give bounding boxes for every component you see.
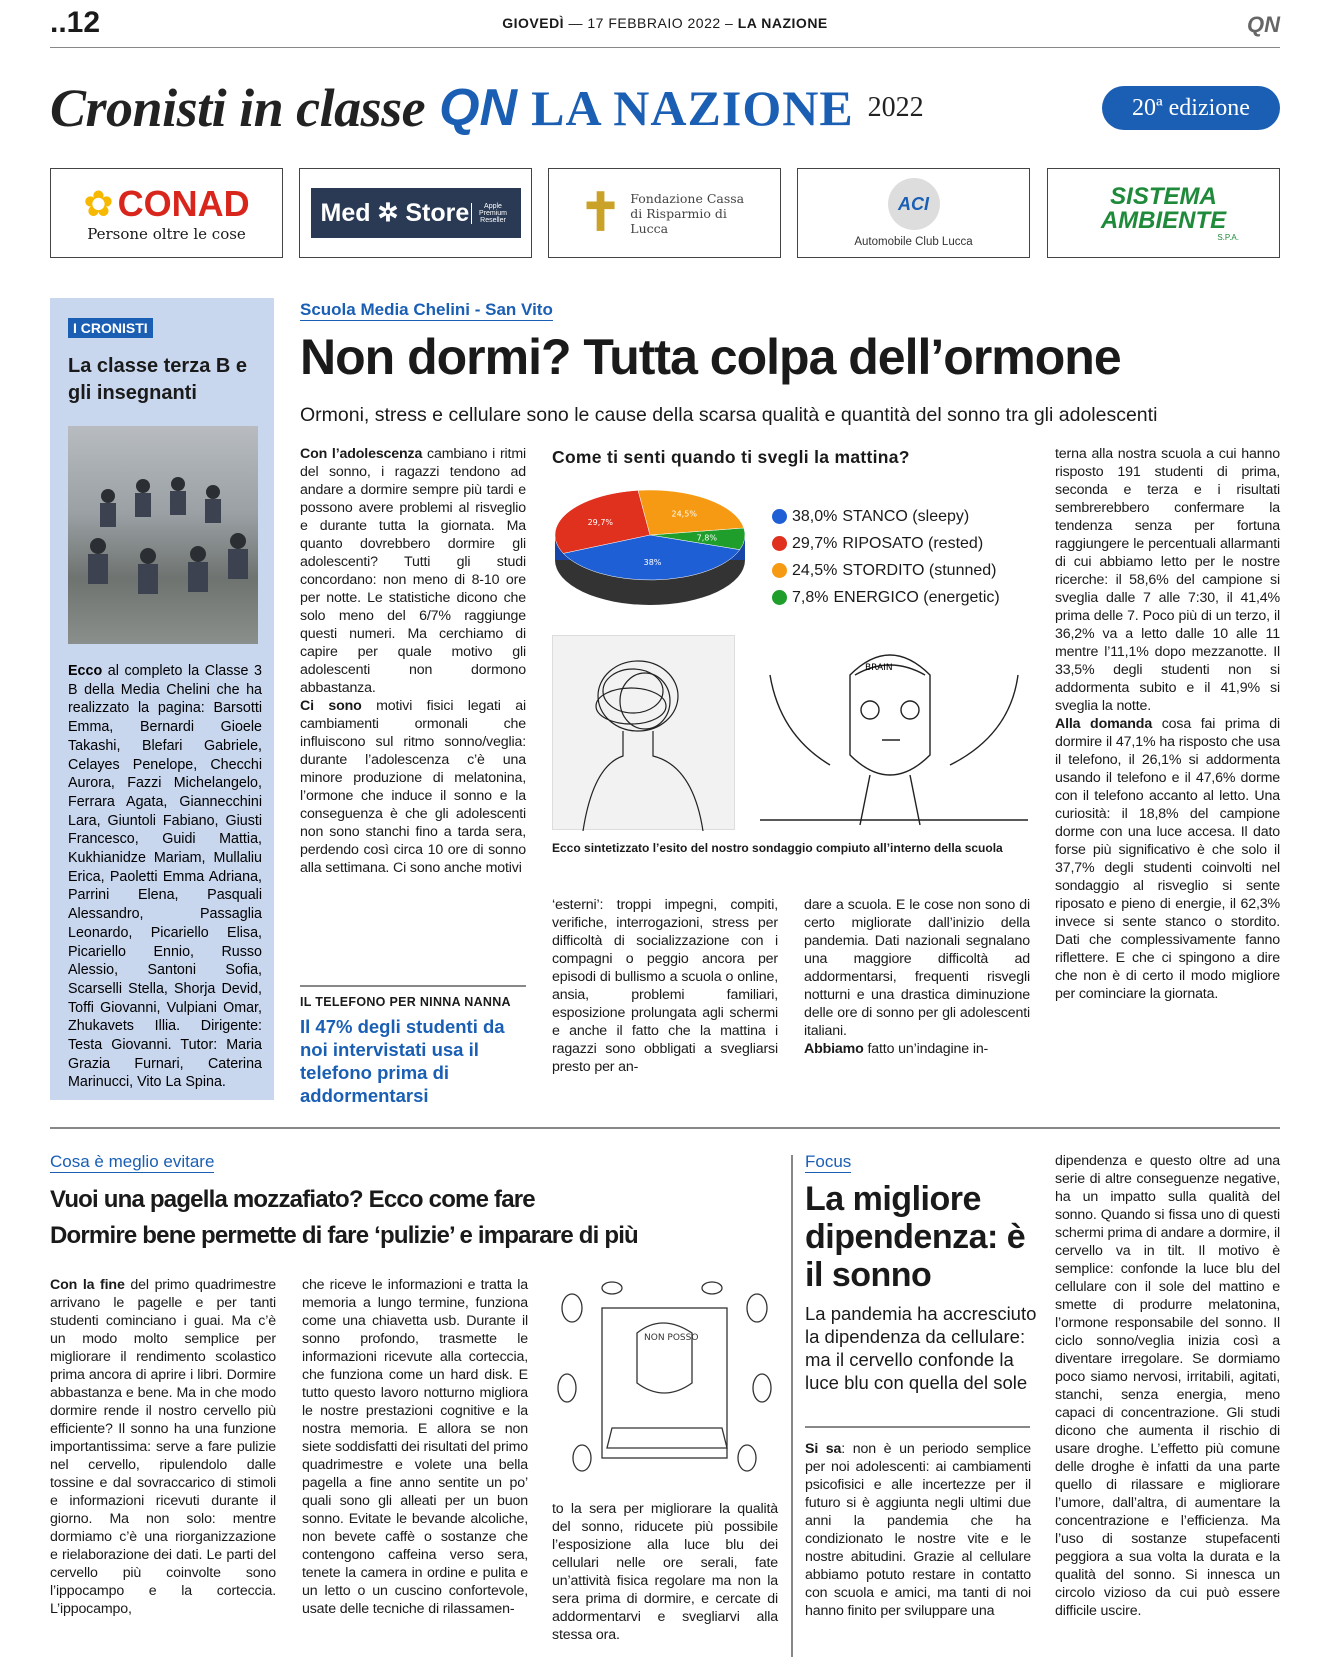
flower-icon: ✿ [83, 183, 114, 224]
sidebar-heading: La classe terza B e gli insegnanti [68, 355, 247, 404]
focus-column-1 [805, 1440, 1031, 1620]
class-photo-illustration [68, 426, 258, 644]
lead-in: Abbiamo [804, 1041, 864, 1057]
sponsor-fondazione [548, 168, 781, 258]
paragraph: fatto un’indagine in- [863, 1041, 989, 1057]
dateline-day: GIOVEDÌ [502, 15, 565, 31]
sponsor-aci [797, 168, 1030, 258]
masthead [50, 72, 1280, 144]
sponsor-tagline: Apple Premium Reseller [471, 203, 511, 224]
article-subhead: Ormoni, stress e cellulare sono le cause della scarsa qualità e quantità del sonno tra gli adolescenti [300, 404, 1158, 426]
dateline-date: 17 FEBBRAIO 2022 [587, 15, 721, 31]
article-headline: Non dormi? Tutta colpa dell’ormone [300, 329, 1121, 385]
divider [300, 985, 526, 987]
lead-in: Con l’adolescenza [300, 446, 423, 462]
sponsor-conad [50, 168, 283, 258]
slice-label: 38% [643, 557, 662, 567]
bottom-headline-2: Dormire bene permette di fare ‘pulizie’ e imparare di più [50, 1222, 638, 1249]
legend-label: STORDITO (stunned) [842, 562, 997, 579]
sidebar-body: al completo la Classe 3 B della Media Chelini che ha realizzato la pagina: Barsotti Emma, Bernardi Gioele Takashi, Blefari Gabriele, Celayes Penelope, Checchi Aurora, Fazzi Michelangelo, Ferrara Agata, Giannecchini Lara, Giuntoli Fabiano, Giusti Francesco, Guidi Mattia, Kukhianidze Mariam, Mullaliu Erica, Paoletti Emma Adriana, Parrini Elena, Pasquali Alessandro, Passaglia Leonardo, Picariello Elisa, Picariello Ennio, Russo Alessio, Santoni Sofia, Scarselli Stella, Shorja Devid, Toffi Giovanni, Vulpiani Omar, Zhukavets Illia. Dirigente: Testa Giovanni. Tutor: Maria Grazia Furnari, Caterina Marinucci, Vito La Spina. [68, 663, 262, 1091]
bottom-headline-1: Vuoi una pagella mozzafiato? Ecco come fare [50, 1186, 535, 1213]
kicker-text: Focus [805, 1152, 852, 1171]
paragraph: motivi fisici legati ai cambiamenti ormonali che influiscono sul ritmo sonno/veglia: durante l’adolescenza c’è una minore produzione di melatonina, l’ormone che induce il sonno e la conseguenza è che gli adolescenti non sono stanchi fino a tarda sera, perdendo così circa 10 ore di sonno alla settimana. Ci sono anche motivi [300, 698, 526, 876]
scribble-illustration [553, 636, 736, 831]
cross-icon: ✝ [578, 184, 623, 242]
phone-box [300, 985, 526, 1107]
focus-kicker [805, 1152, 851, 1172]
sponsor-tagline: S.P.A. [1217, 232, 1239, 242]
legend-value: 7,8% [792, 589, 829, 606]
box-headline: Il 47% degli studenti da noi intervistati usa il telefono prima di addormentarsi [300, 1015, 505, 1106]
legend-dot [772, 509, 787, 524]
sponsor-name: Fondazione Cassa di Risparmio di Lucca [630, 190, 745, 236]
dateline-sep: — [568, 15, 583, 31]
lead-in: Con la fine [50, 1277, 125, 1293]
paragraph: cosa fai prima di dormire il 47,1% ha risposto che usa il telefono, il 26,1% si addormenta usando il telefono e il 47,6% dorme con il telefono accanto al letto. Una curiosità: il 18,8% del campione dorme con una luce accesa. Il dato forse più significativo è che solo il 37,7% degli studenti coinvolti nel sondaggio al risveglio si sente riposato e pieno di energie, il 62,3% invece si sente stanco o stordito. Dati che complessivamente fanno riflettere. E che ci spingono a dire che non è di certo il modo migliore per cominciare la giornata. [1055, 716, 1280, 1002]
sponsor-name: Med ✲ Store [320, 199, 470, 227]
dateline-paper: LA NAZIONE [737, 15, 828, 31]
bottom-column-3 [552, 1500, 778, 1644]
paragraph: to la sera per migliorare la qualità del sonno, riducete più possibile l’esposizione alla luce blu dei cellulari nelle ore serali, fate un’attività fisica regolare ma non la sera prima di dormire, e cercate di addormentarvi e svegliarvi alla stessa ora. [552, 1501, 778, 1643]
cronisti-tag: I CRONISTI [68, 318, 153, 338]
legend-item [772, 584, 1000, 611]
slice-label: 7,8% [696, 533, 717, 543]
sponsor-tagline: Automobile Club Lucca [854, 236, 973, 248]
sidebar-text [68, 662, 262, 1092]
sponsor-name: SISTEMA AMBIENTE [1100, 182, 1227, 234]
kicker-text: Scuola Media Chelini - San Vito [300, 300, 553, 319]
legend-label: ENERGICO (energetic) [833, 589, 1000, 606]
cronisti-sidebar [50, 298, 274, 1100]
lead-in: Si sa [805, 1441, 842, 1457]
drawing-label: NON POSSO [644, 1333, 699, 1343]
chart-caption: Ecco sintetizzato l’esito del nostro sondaggio compiuto all’interno della scuola [552, 841, 1003, 855]
article-kicker [300, 300, 553, 320]
legend-dot [772, 563, 787, 578]
paragraph: dipendenza e questo oltre ad una serie di altre conseguenze negative, ha un impatto sulla qualità del sonno. Quando si fissa uno di questi schermi prima di andare a dormire, il cervello va in tilt. Il motivo è semplice: confonde la luce blu del cellulare con il sole del mattino e smette di produrre melatonina, l’ormone responsabile del sonno. Il ciclo sonno/veglia inizia così a diventare irregolare. Se dormiamo poco siamo nervosi, irritabili, agitati, stanchi, senza energia, meno capaci di concentrazione. Gli studi dicono che aumenta il rischio di usare droghe. L’effetto più comune delle droghe è infatti da una parte quello di rilassare e migliorare l’umore, dall’altra, di aumentare la concentrazione e l’efficienza. Ma l’uso di sostanze stupefacenti peggiora a sua volta la durata e la qualità del sonno. Si innesca un circolo vizioso da cui può essere difficile uscire. [1055, 1153, 1280, 1619]
paragraph: terna alla nostra scuola a cui hanno risposto 191 studenti di prima, seconda e terza e i risultati sembrerebbero confermare la tendenza senza per fortuna raggiungere le percentuali allarmanti di cui abbiamo letto per le nostre ricerche: il 58,6% del campione si sveglia dalle 7 alle 7:30, il 41,4% prima delle 7. Poco più di un terzo, il 36,2% va a letto dalle 10 alle 11 mentre l’11,1% dopo mezzanotte. Il 33,5% degli studenti non si addormenta subito e il 41,9% si sveglia la notte. [1055, 446, 1280, 714]
divider [805, 1426, 1030, 1428]
legend-item [772, 503, 1000, 530]
brain-label: BRAIN [865, 663, 893, 673]
class-photo [68, 426, 258, 644]
paragraph: del primo quadrimestre arrivano le pagelle e per tanti studenti cominciano i guai. Ma c’è un modo molto semplice per migliorare il rendimento scolastico prima ancora di aprire i libri. Dormire abbastanza e bene. Ma in che modo dormire rende il nostro cervello più efficiente? Il sonno ha una funzione importantissima: serve a fare pulizie nel cervello, ripulendolo dalle tossine e dal sovraccarico di stimoli e informazioni ricevuti durante il giorno. Ma non solo: mentre dormiamo c’è una riorganizzazione e rielaborazione dei dati. Le parti del cervello più coinvolte sono l’ippocampo e la corteccia. L’ippocampo, [50, 1277, 276, 1617]
bottom-column-2 [302, 1276, 528, 1618]
article-column-3 [804, 896, 1030, 1058]
legend-dot [772, 590, 787, 605]
aci-logo: ACI [888, 178, 940, 230]
sponsor-name: CONAD [117, 183, 250, 224]
edition-badge: 20ª edizione [1102, 86, 1280, 130]
masthead-qn-logo: QN [439, 79, 518, 137]
masthead-paper: LA NAZIONE [531, 80, 854, 136]
focus-column-2 [1055, 1152, 1280, 1620]
legend-item [772, 530, 1000, 557]
paragraph: cambiano i ritmi del sonno, i ragazzi tendono ad andare a dormire sempre più tardi e possono avere problemi al risveglio e durante tutta la giornata. Ma quanto dovrebbero dormire gli adolescenti? Tutti gli studi concordano: non meno di 8-10 ore per notte. Le statistiche dicono che solo meno del 6/7% raggiunge questi numeri. Ma cerchiamo di capire per quale motivo gli adolescenti non dormono abbastanza. [300, 446, 527, 696]
survey-chart [550, 445, 1032, 885]
section-divider [50, 1127, 1280, 1129]
article-column-2 [552, 896, 778, 1076]
chart-title: Come ti senti quando ti svegli la mattina? [552, 447, 910, 467]
box-label: IL TELEFONO PER NINNA NANNA [300, 994, 511, 1009]
legend-value: 24,5% [792, 562, 838, 579]
sidebar-lead: Ecco [68, 663, 103, 679]
chart-legend [772, 503, 1000, 611]
legend-dot [772, 536, 787, 551]
legend-label: STANCO (sleepy) [842, 508, 970, 525]
sponsor-medstore [299, 168, 532, 258]
lead-in: Ci sono [300, 698, 362, 714]
sponsor-sistema-ambiente [1047, 168, 1280, 258]
kicker-text: Cosa è meglio evitare [50, 1152, 215, 1171]
masthead-title: Cronisti in classe [50, 78, 426, 138]
page-header [50, 0, 1280, 48]
face-illustration [760, 635, 1028, 830]
drawing-tangled-head [552, 635, 735, 830]
focus-subhead: La pandemia ha accresciuto la dipendenza da cellulare: ma il cervello confonde la luce blu con quella del sole [805, 1303, 1037, 1393]
pie-chart [550, 480, 750, 620]
student-illustration [552, 1278, 778, 1488]
drawing-student-desk [552, 1278, 778, 1488]
paragraph: dare a scuola. E le cose non sono di certo migliorate dall’inizio della pandemia. Dati nazionali segnalano una maggiore difficoltà ad addormentarsi, frequenti risvegli notturni e una drastica diminuzione delle ore di sonno per gli adolescenti italiani. [804, 897, 1030, 1039]
slice-label: 29,7% [587, 517, 614, 527]
legend-value: 38,0% [792, 508, 838, 525]
legend-item [772, 557, 1000, 584]
bottom-column-1 [50, 1276, 276, 1618]
paragraph: che riceve le informazioni e tratta la memoria a lungo termine, funziona come una chiavetta usb. Durante il sonno profondo, trasmette le informazioni ricevute alla corteccia, che funziona come un hard disk. E tutto questo lavoro notturno migliora le nostre prestazioni cognitive e la nostra memoria. E allora se non siete soddisfatti dei risultati del primo quadrimestre e volete una bella pagella a fine anno sentite un po’ quali sono gli alleati per un buon sonno. Evitate le bevande alcoliche, non bevete caffè o sostanze che contengono caffeina verso sera, tenete la camera in ordine e pulita e un letto o un cuscino confortevole, usate delle tecniche di rilassamen- [302, 1277, 528, 1617]
dateline [50, 15, 1280, 31]
slice-label: 24,5% [671, 509, 697, 519]
focus-rule [791, 1155, 793, 1657]
legend-label: RIPOSATO (rested) [842, 535, 984, 552]
drawing-sleepless-face [760, 635, 1028, 830]
sponsor-tagline: Persone oltre le cose [87, 225, 246, 243]
paragraph: : non è un periodo semplice per noi adolescenti: ai cambiamenti psicofisici e alle incertezze per il futuro si è aggiunta negli ultimi due anni la pandemia che ha condizionato le nostre vite e le nostre abitudini. Grazie al cellulare abbiamo potuto restare in contatto con scuola e amici, ma tanti di noi hanno finito per sviluppare una [805, 1441, 1031, 1619]
article-column-1 [300, 445, 526, 877]
bottom-kicker [50, 1152, 214, 1172]
focus-headline: La migliore dipendenza: è il sonno [805, 1180, 1026, 1294]
paragraph: ‘esterni’: troppi impegni, compiti, verifiche, interrogazioni, stress per difficoltà di socializzazione con i compagni o peggio ancora per episodi di bullismo a scuola o online, ansia, problemi familiari, esposizione prolungata agli schermi e anche il fatto che la mattina i ragazzi sono obbligati a svegliarsi presto per an- [552, 897, 778, 1075]
page-number: ..12 [50, 6, 101, 39]
qn-logo: QN [1247, 12, 1280, 37]
article-column-4 [1055, 445, 1280, 1003]
masthead-year: 2022 [867, 92, 924, 123]
dateline-sep: – [725, 15, 734, 31]
legend-value: 29,7% [792, 535, 838, 552]
lead-in: Alla domanda [1055, 716, 1153, 732]
